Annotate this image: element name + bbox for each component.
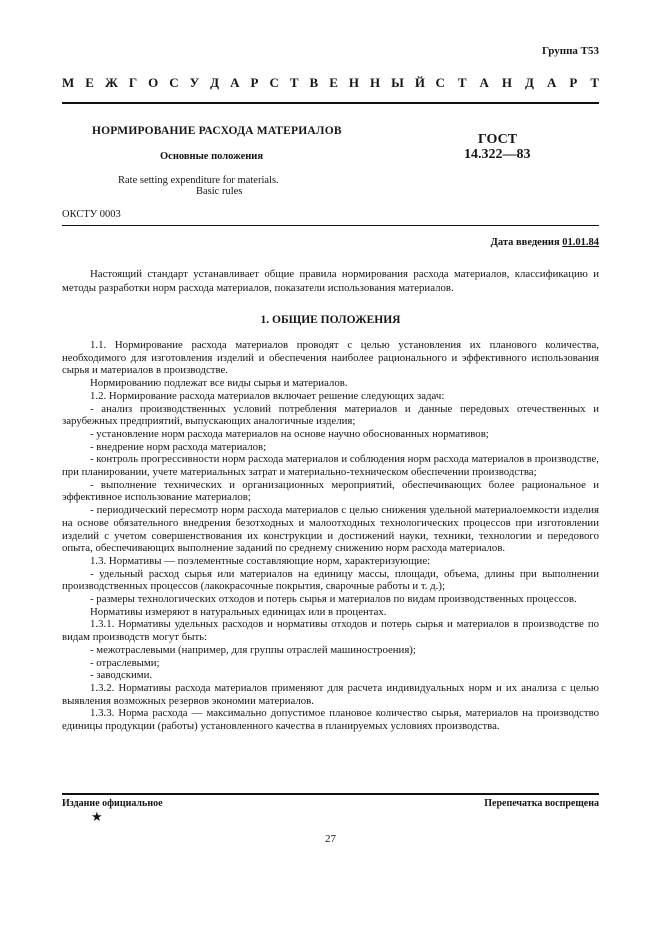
effective-date [491,237,599,248]
body-paragraph: - удельный расход сырья или материалов на единицу массы, площади, объема, длины при выполнении производственных процессов (лакокрасочные покрытия, сварочные работы и т. д.); [62,567,599,593]
official-edition-note: Издание официальное [62,798,163,809]
banner-letter: Н [348,75,359,90]
body-paragraph: 1.3.2. Нормативы расхода материалов применяют для расчета индивидуальных норм и их анализа с целью выявления возможных резервов экономии материалов. [62,681,599,707]
section-heading: 1. ОБЩИЕ ПОЛОЖЕНИЯ [260,314,401,326]
body-paragraph: - внедрение норм расхода материалов; [90,440,267,453]
body-paragraph: - установление норм расхода материалов на основе научно обоснованных нормативов; [90,427,489,440]
oksty-code: ОКСТУ 0003 [62,209,121,220]
star-icon: ★ [91,809,103,824]
banner-letter: Й [414,75,425,90]
body-paragraph: - заводскими. [90,669,153,682]
banner-letter: С [269,75,279,90]
body-paragraph: Нормативы измеряют в натуральных единицах или в процентах. [90,605,387,618]
effective-date-label: Дата введения [490,237,560,248]
body-paragraph: Нормированию подлежат все виды сырья и материалов. [90,377,348,390]
body-paragraph: 1.3.3. Норма расхода — максимально допустимое плановое количество сырья, материалов на производство единицы продукции (работы) установленного качества в планируемых условиях производства. [62,707,599,733]
document-title: НОРМИРОВАНИЕ РАСХОДА МАТЕРИАЛОВ [92,125,342,137]
body-paragraph: 1.3.1. Нормативы удельных расходов и нормативы отходов и потерь сырья и материалов в производстве по видам производств могут быть: [62,618,599,644]
body-paragraph: 1.1. Нормирование расхода материалов проводят с целью установления их планового количества, необходимого для изготовления изделий и обеспечения наиболее рационального и эффективного использования сырья и материалов в производстве. [62,339,599,377]
body-paragraph: - контроль прогрессивности норм расхода материалов и соблюдения норм расхода материалов в производстве, при планировании, учете материальных затрат и материально-техническом обеспечении производства; [62,453,599,479]
banner-word-standard [435,75,599,91]
banner-letter: Т [457,75,467,90]
body-paragraph: - межотраслевыми (например, для группы отраслей машиностроения); [90,643,416,656]
banner-letter: Ж [104,75,118,90]
body-paragraph: - периодический пересмотр норм расхода материалов с целью снижения удельной материалоемкости изделия на основе обязательного внедрения безотходных и малоотходных технологических процессов при изготовлении изделий с учетом совершенствования их конструкции и достижений науки, техники, технологии и передового опыта, обеспечивающих выполнение заданий по среднему снижению норм расхода материалов. [62,504,599,555]
gost-number: 14.322—83 [464,147,531,162]
document-subtitle: Основные положения [160,151,264,162]
banner-letter: Р [569,75,578,90]
banner-letter: Р [250,75,259,90]
banner-letter: Е [329,75,338,90]
banner-word-interstate [62,75,425,91]
reprint-prohibited-note: Перепечатка воспрещена [484,798,599,809]
bottom-rule [62,793,599,795]
intro-paragraph: Настоящий стандарт устанавливает общие правила нормирования расхода материалов, классификацию и методы разработки норм расхода материалов, показатели использования материалов. [62,268,599,294]
banner-letter: А [479,75,489,90]
banner-letter: А [230,75,240,90]
body-paragraph: 1.2. Нормирование расхода материалов включает решение следующих задач: [90,389,445,402]
body-paragraph: - размеры технологических отходов и потерь сырья и материалов по видам производственных процессов. [90,593,577,606]
banner-letter: Н [369,75,381,90]
banner-letter: Т [590,75,599,90]
banner-letter: А [546,75,557,90]
gost-label: ГОСТ [478,132,518,147]
banner-letter: Т [289,75,299,90]
banner-letter: С [169,75,179,90]
banner-letter: В [309,75,319,90]
banner-letter: Г [128,75,138,90]
banner-letter: О [148,75,159,90]
interstate-standard-banner [62,75,599,91]
body-paragraph: 1.3. Нормативы — поэлементные составляющие норм, характеризующие: [90,554,431,567]
banner-letter: Ы [391,75,404,90]
body-text [62,339,599,733]
banner-letter: С [435,75,445,90]
body-paragraph: - отраслевыми; [90,656,160,669]
english-title-line2: Basic rules [196,186,243,197]
banner-letter: Д [210,75,220,90]
effective-date-value: 01.01.84 [562,237,599,248]
banner-letter: Д [525,75,534,90]
banner-letter: Е [85,75,94,90]
middle-rule [62,225,599,226]
banner-letter: М [62,75,75,90]
banner-letter: Н [501,75,513,90]
banner-letter: У [189,75,200,90]
page-number: 27 [325,833,336,845]
group-code: Группа Т53 [541,45,599,57]
body-paragraph: - анализ производственных условий потребления материалов и данные передовых отечественных и зарубежных предприятий, выпускающих аналогичные изделия; [62,402,599,428]
top-rule [62,102,599,104]
body-paragraph: - выполнение технических и организационных мероприятий, обеспечивающих более рациональное и эффективное использование материалов; [62,478,599,504]
english-title-line1: Rate setting expenditure for materials. [118,175,279,186]
